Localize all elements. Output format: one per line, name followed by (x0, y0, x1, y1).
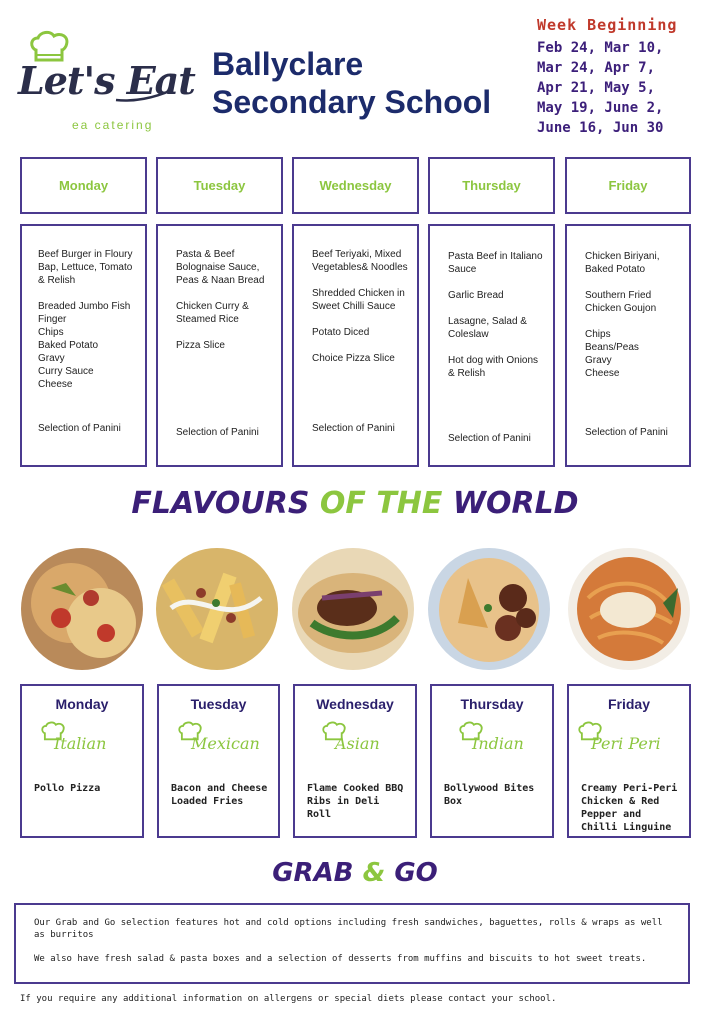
cuisine-text: Asian (335, 734, 380, 753)
cuisine-text: Peri Peri (591, 734, 661, 753)
cuisine-text: Mexican (191, 734, 260, 753)
day-header-monday: Monday (20, 157, 147, 214)
logo (18, 30, 195, 135)
day-header-friday: Friday (565, 157, 691, 214)
cuisine-label (577, 720, 682, 760)
cuisine-label (177, 720, 282, 760)
flavour-box-thursday (430, 684, 554, 838)
menu-item: Pasta Beef in Italiano Sauce (448, 251, 543, 275)
menu-item: Beef Burger in Floury Bap, Lettuce, Tomato & Relish (38, 249, 133, 286)
grab-and-go-title (0, 858, 710, 888)
flavour-dish: Pollo Pizza (34, 783, 101, 794)
menu-panini: Selection of Panini (585, 427, 668, 438)
week-dates: Feb 24, Mar 10, Mar 24, Apr 7, Apr 21, May 5, May 19, June 2, June 16, Jun 30 (537, 40, 664, 136)
day-header-thursday: Thursday (428, 157, 555, 214)
flavour-day: Tuesday (190, 696, 247, 712)
menu-item: Pizza Slice (176, 340, 225, 351)
menu-item: Beef Teriyaki, Mixed Vegetables& Noodles (312, 249, 408, 273)
flavour-day: Wednesday (316, 696, 394, 712)
menu-item: Shredded Chicken in Sweet Chilli Sauce (312, 288, 405, 312)
menu-box-tuesday (156, 224, 283, 467)
grab-title-amp: & (362, 858, 386, 888)
menu-panini: Selection of Panini (38, 423, 121, 434)
menu-panini: Selection of Panini (312, 423, 395, 434)
menu-item: Choice Pizza Slice (312, 353, 395, 364)
menu-item: Hot dog with Onions & Relish (448, 355, 539, 379)
cuisine-text: Italian (54, 734, 107, 753)
flavour-dish: Creamy Peri-Peri Chicken & Red Pepper and Chilli Linguine (581, 783, 678, 833)
flavour-day: Friday (607, 696, 650, 712)
menu-item: Chips Beans/Peas Gravy Cheese (585, 329, 639, 379)
flavours-title-part1: FLAVOURS (131, 486, 310, 521)
menu-item: Chicken Biriyani, Baked Potato (585, 251, 660, 275)
cuisine-label (321, 720, 426, 760)
menu-box-friday (565, 224, 691, 467)
grab-and-go-box (14, 903, 690, 984)
flavour-dish: Bacon and Cheese Loaded Fries (171, 783, 268, 807)
logo-swoosh (114, 88, 174, 104)
food-photo-pizza (21, 548, 143, 670)
menu-panini: Selection of Panini (176, 427, 259, 438)
flavours-title-part2: OF THE (319, 486, 443, 521)
menu-item: Breaded Jumbo Fish Finger Chips Baked Potato Gravy Curry Sauce Cheese (38, 301, 131, 390)
menu-item: Potato Diced (312, 327, 370, 338)
menu-item: Chicken Curry & Steamed Rice (176, 301, 249, 325)
flavour-box-monday (20, 684, 144, 838)
menu-box-thursday (428, 224, 555, 467)
menu-box-monday (20, 224, 147, 467)
week-beginning (537, 16, 702, 138)
flavour-box-tuesday (157, 684, 280, 838)
menu-item: Pasta & Beef Bolognaise Sauce, Peas & Naan Bread (176, 249, 265, 286)
school-name-line2: Secondary School (212, 84, 492, 120)
day-header-wednesday: Wednesday (292, 157, 419, 214)
cuisine-label (458, 720, 563, 760)
flavours-title-part3: WORLD (452, 486, 579, 521)
grab-paragraph: Our Grab and Go selection features hot and cold options including fresh sandwiches, baguettes, rolls & wraps as well as burritos (34, 918, 663, 940)
day-header-tuesday: Tuesday (156, 157, 283, 214)
school-name-line1: Ballyclare (212, 46, 364, 82)
menu-item: Lasagne, Salad & Coleslaw (448, 316, 527, 340)
flavour-day: Monday (55, 696, 109, 712)
allergen-footer: If you require any additional information on allergens or special diets please contact your school. (20, 994, 557, 1004)
grab-paragraph: We also have fresh salad & pasta boxes and a selection of desserts from muffins and biscuits to hot sweet treats. (34, 954, 647, 964)
flavour-day: Thursday (460, 696, 524, 712)
flavours-title (0, 486, 710, 521)
cuisine-text: Indian (472, 734, 524, 753)
logo-text: Let's Eat (18, 58, 195, 103)
food-photo-bollywood-box (428, 548, 550, 670)
food-photo-linguine (568, 548, 690, 670)
logo-subtext: ea catering (72, 118, 154, 132)
menu-item: Garlic Bread (448, 290, 504, 301)
menu-box-wednesday (292, 224, 419, 467)
cuisine-label (40, 720, 145, 760)
grab-title-part1: GRAB (272, 858, 354, 888)
flavour-box-wednesday (293, 684, 417, 838)
flavour-dish: Bollywood Bites Box (444, 783, 535, 807)
menu-item: Southern Fried Chicken Goujon (585, 290, 657, 314)
flavour-box-friday (567, 684, 691, 838)
grab-title-part2: GO (394, 858, 438, 888)
food-photo-bbq-ribs (292, 548, 414, 670)
flavour-dish: Flame Cooked BBQ Ribs in Deli Roll (307, 783, 404, 820)
school-name (212, 45, 491, 121)
week-label: Week Beginning (537, 16, 678, 34)
menu-panini: Selection of Panini (448, 433, 531, 444)
food-photo-loaded-fries (156, 548, 278, 670)
